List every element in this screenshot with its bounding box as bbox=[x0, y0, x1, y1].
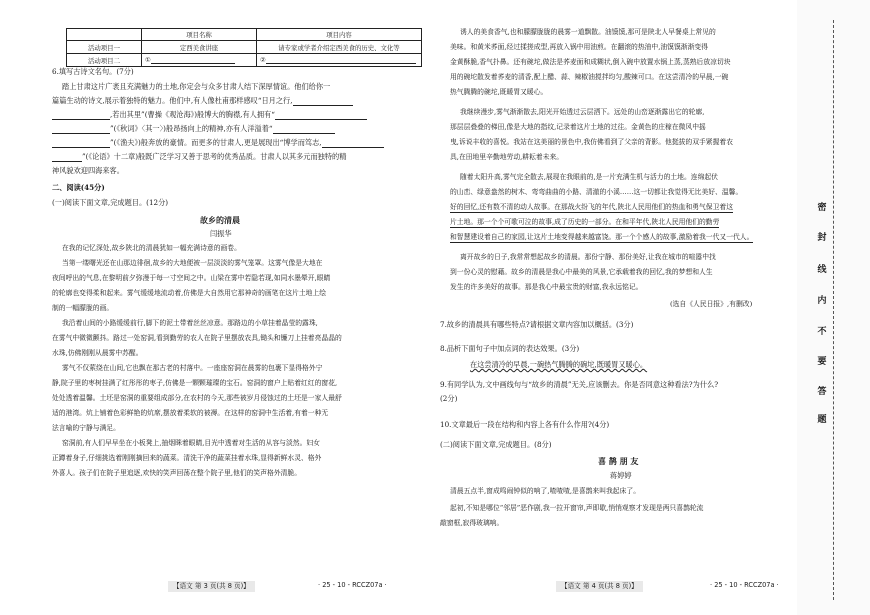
article-paragraph: 美味。和黄米荞面,经过揉搓成型,再放入锅中用油煎。在翻滚的热油中,油馍馍渐渐变得 bbox=[450, 43, 708, 51]
answer-blank-1[interactable] bbox=[151, 56, 235, 64]
q6-line bbox=[52, 96, 353, 106]
page-footer-label bbox=[168, 581, 255, 592]
article-paragraph: 具,在田地里辛勤地劳动,耕耘着未来。 bbox=[450, 153, 564, 161]
answer-blank-2[interactable] bbox=[266, 56, 416, 64]
article-paragraph: 敲窗框,寂得玻璃响。 bbox=[440, 519, 504, 527]
q6-line-text: 篇篇生动的诗文,展示着独特的魅力。他们中,有人像杜甫那样感叹“日月之行, bbox=[52, 96, 293, 105]
section-title: 二、阅读(45分) bbox=[52, 183, 105, 192]
seal-char: 密 bbox=[817, 203, 827, 213]
answer-blank[interactable] bbox=[52, 126, 110, 134]
q6-line-text: ”(《论语》十二章)般既广泛学习又善于思考的优秀品质。甘肃人以其多元而独特的精 bbox=[82, 152, 347, 161]
article-paragraph: 那层层叠叠的梯田,像是大地的指纹,记录着这片土地的过往。金黄色的庄稼在微风中摇 bbox=[450, 123, 706, 131]
question-7: 7.故乡的清晨具有哪些特点?请根据文章内容加以概括。(3分) bbox=[440, 320, 634, 329]
table-cell bbox=[142, 54, 257, 67]
article-paragraph: 窑洞前,有人们早早坐在小板凳上,抽烟眯着眼睛,目光中透着对生活的从容与淡然。妇女 bbox=[62, 439, 320, 447]
article-paragraph: 热气腾腾的碗坨,既暖胃又暖心。 bbox=[450, 88, 548, 96]
table-header-cell: 项目名称 bbox=[142, 29, 257, 41]
answer-blank[interactable] bbox=[322, 140, 384, 148]
article-paragraph: 雾气不仅萦绕在山间,它也飘在那古老的村落中。一座座窑洞在晨雾的包裹下显得格外宁 bbox=[62, 364, 323, 372]
answer-blank[interactable] bbox=[275, 112, 367, 120]
article-paragraph: 在我的记忆深处,故乡陕北的清晨犹如一幅充满诗意的画卷。 bbox=[62, 244, 241, 252]
article-paragraph: 的轮廓也变得柔和起来。雾气缓缓地流动着,仿佛是大自然用它那神奇的画笔在这片土地上绘 bbox=[52, 289, 327, 297]
table-row bbox=[67, 54, 422, 67]
table-cell bbox=[257, 54, 422, 67]
article-paragraph: 在雾气中微微颤抖。路过一处窑洞,看到勤劳的农人在院子里摆放农具,锄头和镰刀上挂着亮晶晶的 bbox=[52, 334, 342, 342]
article-paragraph: 制的一幅朦胧的画。 bbox=[52, 304, 114, 312]
table-cell: 活动项目一 bbox=[67, 41, 142, 54]
article-paragraph: 处处透着温馨。土坯是窑洞的重要组成部分,在农村的今天,那些被岁月侵蚀过的土坯是一家人最舒 bbox=[52, 394, 342, 402]
seal-dashed-line bbox=[833, 20, 834, 600]
article-paragraph: 金黄酥脆,香气扑鼻。还有碗坨,做法是荞麦面和成糊状,倒入碗中放置水锅上蒸,蒸熟后放凉切块 bbox=[450, 58, 731, 66]
underlined-sentence: 好的回忆,还有数不清的动人故事。在那战火纷飞的年代,陕北人民用他们的热血和勇气保卫着这 bbox=[450, 203, 733, 211]
answer-blank[interactable] bbox=[273, 126, 335, 134]
article-paragraph: 到一份心灵的慰藉。故乡的清晨是我心中最美的风景,它承载着我的回忆,我的梦想和人生 bbox=[450, 268, 713, 276]
q6-line bbox=[52, 138, 384, 148]
seal-char: 题 bbox=[817, 415, 827, 425]
q6-line-text: ,若出其里”(曹操《观沧海》)般博大的胸襟,有人拥有“ bbox=[110, 110, 275, 119]
underlined-sentence: 片土地。那一个个可歌可泣的故事,成了历史的一部分。在和平年代,陕北人民用他们的勤劳 bbox=[450, 218, 720, 226]
article-author: 蒋婷婷 bbox=[610, 471, 632, 480]
article-paragraph: 清晨五点半,窗成鸣闹钟似的响了,喳喳喳,是喜鹊来叫我起床了。 bbox=[450, 487, 640, 495]
page-footer-label bbox=[556, 581, 643, 592]
article-paragraph: 我继续漫步,雾气渐渐散去,阳光开始透过云层洒下。远处的山峦逐渐露出它的轮廓, bbox=[460, 108, 705, 116]
seal-char: 要 bbox=[817, 357, 827, 367]
question-10: 10.文章最后一段在结构和内容上各有什么作用?(4分) bbox=[440, 420, 610, 429]
page-code: · 25 - 10 - RCCZ07a · bbox=[710, 581, 779, 589]
left-page bbox=[0, 0, 420, 615]
article-paragraph: 水珠,仿佛刚刚从晨雾中苏醒。 bbox=[52, 349, 143, 357]
answer-blank-1-label: ① bbox=[145, 56, 151, 64]
article-paragraph: 随着太阳升高,雾气完全散去,展现在我眼前的,是一片充满生机与活力的土地。连绵起伏 bbox=[460, 173, 718, 181]
q6-line: 踏上甘肃这片广袤且充满魅力的土地,你定会与众多甘肃人结下深厚情谊。他们给你一 bbox=[62, 82, 331, 91]
question-8-sentence bbox=[470, 360, 647, 370]
article-paragraph: 外喜人。孩子们在院子里追逐,欢快的笑声回荡在整个院子里,他们的笑声格外清脆。 bbox=[52, 469, 302, 477]
table-header-row bbox=[67, 29, 422, 41]
seal-char: 封 bbox=[817, 233, 827, 243]
article-paragraph: 适的港湾。炕上铺着色彩鲜艳的炕席,摆放着柔软的被褥。在这样的窑洞中生活着,有着一种无 bbox=[52, 409, 329, 417]
page-number: 【语文 第 3 页(共 8 页)】 bbox=[168, 581, 255, 592]
seal-char: 内 bbox=[817, 296, 827, 306]
article-paragraph: 我沿着山间的小路缓缓前行,脚下的泥土带着丝丝凉意。那路边的小草挂着晶莹的露珠, bbox=[62, 319, 318, 327]
article-paragraph: 离开故乡的日子,我常常想起故乡的清晨。那份宁静、那份美好,让我在城市的喧嚣中找 bbox=[460, 253, 716, 261]
answer-blank[interactable] bbox=[52, 112, 110, 120]
table-header-cell bbox=[67, 29, 142, 41]
article-paragraph: 夜间呼出的气息,在黎明前夕弥漫于每一寸空间之中。山梁在雾中若隐若现,如同水墨晕开,眼睛 bbox=[52, 274, 331, 282]
answer-blank-2-label: ② bbox=[260, 56, 266, 64]
question-9-score: (2分) bbox=[440, 394, 458, 403]
seal-char: 不 bbox=[817, 327, 827, 337]
table-row bbox=[67, 41, 422, 54]
answer-blank[interactable] bbox=[52, 140, 110, 148]
table-cell: 活动项目二 bbox=[67, 54, 142, 67]
article-paragraph: 发生的许多美好的故事。那是我心中最宝贵的财富,我永远铭记。 bbox=[450, 283, 643, 291]
question-9: 9.有同学认为,文中画线句与“故乡的清晨”无关,应该删去。你是否同意这种看法?为什么? bbox=[440, 380, 719, 389]
activity-table bbox=[66, 28, 422, 67]
article-paragraph: 静,院子里的枣树挂满了红彤彤的枣子,仿佛是一颗颗璀璨的宝石。窑洞的窗户上贴着红红的窗花, bbox=[52, 379, 338, 387]
subsection-title: (二)阅读下面文章,完成题目。(8分) bbox=[440, 440, 552, 449]
q6-line bbox=[52, 124, 335, 134]
dotted-words-sentence: 在这尝清冷的早晨,一碗热气腾腾的碗坨,既暖胃又暖心。 bbox=[470, 360, 648, 369]
article-paragraph: 起初,不知是哪位“邻居”恶作剧,我一拉开窗帘,声即歇,悄悄观察才发现是两只喜鹊轮流 bbox=[450, 504, 704, 512]
seal-char: 线 bbox=[817, 265, 827, 275]
seal-char: 答 bbox=[817, 387, 827, 397]
q6-line-text: ”(《渔夫》)般奔放的豪情。而更多的甘肃人,更是展现出“博学而笃志, bbox=[110, 138, 322, 147]
article-paragraph: 正蹲着身子,仔细挑选着刚刚摘回来的蔬菜。清洗干净的蔬菜挂着水珠,显得新鲜水灵、格外 bbox=[52, 454, 322, 462]
q6-line-text: ”(《秋词》〈其一〉)般昂扬向上的精神,亦有人洋溢着“ bbox=[110, 124, 273, 133]
page-code: · 25 - 10 - RCCZ07a · bbox=[318, 581, 387, 589]
subsection-title: (一)阅读下面文章,完成题目。(12分) bbox=[52, 198, 169, 207]
article-title: 喜 鹊 朋 友 bbox=[598, 456, 639, 466]
article-author: 闫振华 bbox=[210, 229, 232, 238]
question-6-title: 6.填写古诗文名句。(7分) bbox=[52, 67, 134, 76]
page-number: 【语文 第 4 页(共 8 页)】 bbox=[556, 581, 643, 592]
question-8: 8.品析下面句子中加点词的表达效果。(3分) bbox=[440, 344, 580, 353]
q6-line bbox=[52, 152, 346, 162]
article-paragraph: 用的碗坨散发着荞麦的清香,配上醋、蒜、辣椒油搅拌均匀,酸辣可口。在这尝清冷的早晨,一碗 bbox=[450, 73, 729, 81]
article-source: (选自《人民日报》,有删改) bbox=[670, 300, 753, 308]
underlined-sentence: 和智慧建设着自己的家园,让这片土地变得越来越富饶。那一个个感人的故事,激励着我一代又一代人。 bbox=[450, 233, 754, 241]
q6-line: 神风貌欢迎四海来客。 bbox=[52, 166, 124, 175]
table-cell: 定西美食讲座 bbox=[142, 41, 257, 54]
right-page bbox=[430, 0, 798, 615]
answer-blank[interactable] bbox=[293, 98, 353, 106]
table-cell: 请专家或学者介绍定西美食的历史、文化等 bbox=[257, 41, 422, 54]
article-paragraph: 诱人的美食香气,也和朦朦胧胧的晨雾一道飘散。油馍馍,那可是陕北人早餐桌上常见的 bbox=[460, 28, 716, 36]
article-paragraph: 的山峦、绿意盎然的树木、弯弯曲曲的小路、清澈的小溪……这一切都让我觉得无比美好、温馨。 bbox=[450, 188, 743, 196]
answer-blank[interactable] bbox=[52, 154, 82, 162]
article-paragraph: 法言喻的宁静与满足。 bbox=[52, 424, 120, 432]
article-paragraph: 曳,诉说丰收的喜悦。我站在这美丽的景色中,我仿佛看到了父亲的背影。他挺拔的双手紧握着农 bbox=[450, 138, 733, 146]
q6-line bbox=[52, 110, 367, 120]
table-header-cell: 项目内容 bbox=[257, 29, 422, 41]
article-title: 故乡的清晨 bbox=[200, 215, 240, 225]
seal-line-sidebar bbox=[797, 0, 870, 615]
article-paragraph: 当第一缕曙光还在山那边徘徊,故乡的大地便被一层淡淡的雾气笼罩。这雾气像是大地在 bbox=[62, 259, 323, 267]
